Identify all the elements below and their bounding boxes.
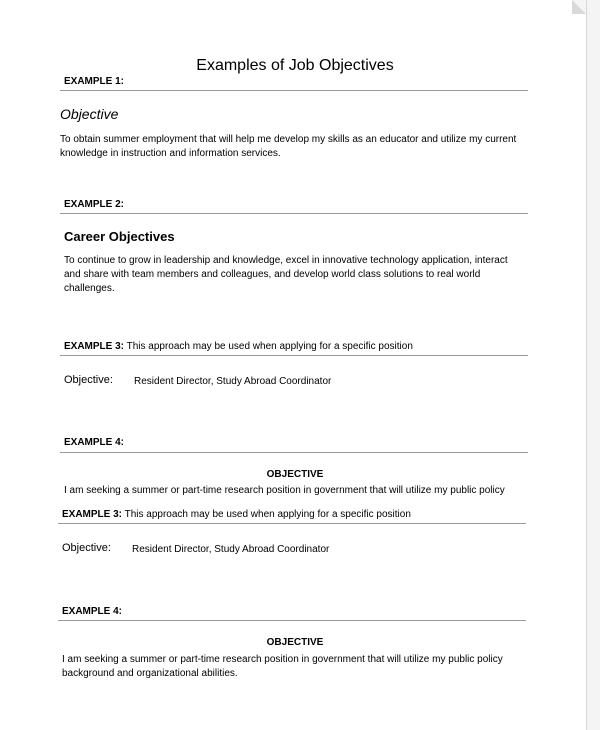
example-4-label: EXAMPLE 4: (64, 437, 125, 448)
example-4-heading: OBJECTIVE (266, 469, 324, 480)
example-1-heading: Objective (60, 106, 119, 122)
example-3-label: EXAMPLE 3: This approach may be used when applying for a specific position (64, 341, 413, 352)
example-2-divider (60, 213, 528, 214)
page-title: Examples of Job Objectives (196, 57, 394, 74)
example-3b-objective-label: Objective: (62, 542, 111, 554)
example-3-objective-label: Objective: (64, 374, 113, 386)
example-3-objective-value: Resident Director, Study Abroad Coordinator (134, 376, 332, 387)
example-4b-label: EXAMPLE 4: (62, 606, 123, 617)
example-4b-heading: OBJECTIVE (266, 637, 324, 648)
example-3-divider (60, 355, 528, 356)
example-2-heading: Career Objectives (64, 229, 175, 244)
example-4-divider (60, 452, 528, 453)
example-4b-text: I am seeking a summer or part-time research position in government that will utilize my public policy background and organizational abilities. (62, 654, 503, 679)
example-1-label: EXAMPLE 1: (64, 76, 125, 87)
example-2-text: To continue to grow in leadership and knowledge, excel in innovative technology application, interact and share with team members and colleagues, and develop world class solutions to real world challenges. (64, 255, 508, 294)
example-3b-objective-value: Resident Director, Study Abroad Coordinator (132, 544, 330, 555)
example-1-divider (60, 90, 528, 91)
example-3b-divider (58, 523, 526, 524)
example-3b-label: EXAMPLE 3: This approach may be used when applying for a specific position (62, 509, 411, 520)
page-fold (572, 0, 586, 14)
example-4-text: I am seeking a summer or part-time research position in government that will utilize my public policy (64, 485, 505, 496)
example-4b-divider (58, 620, 526, 621)
example-2-label: EXAMPLE 2: (64, 199, 125, 210)
example-1-text: To obtain summer employment that will help me develop my skills as an educator and utilize my current knowledge in instruction and information services. (60, 134, 517, 159)
